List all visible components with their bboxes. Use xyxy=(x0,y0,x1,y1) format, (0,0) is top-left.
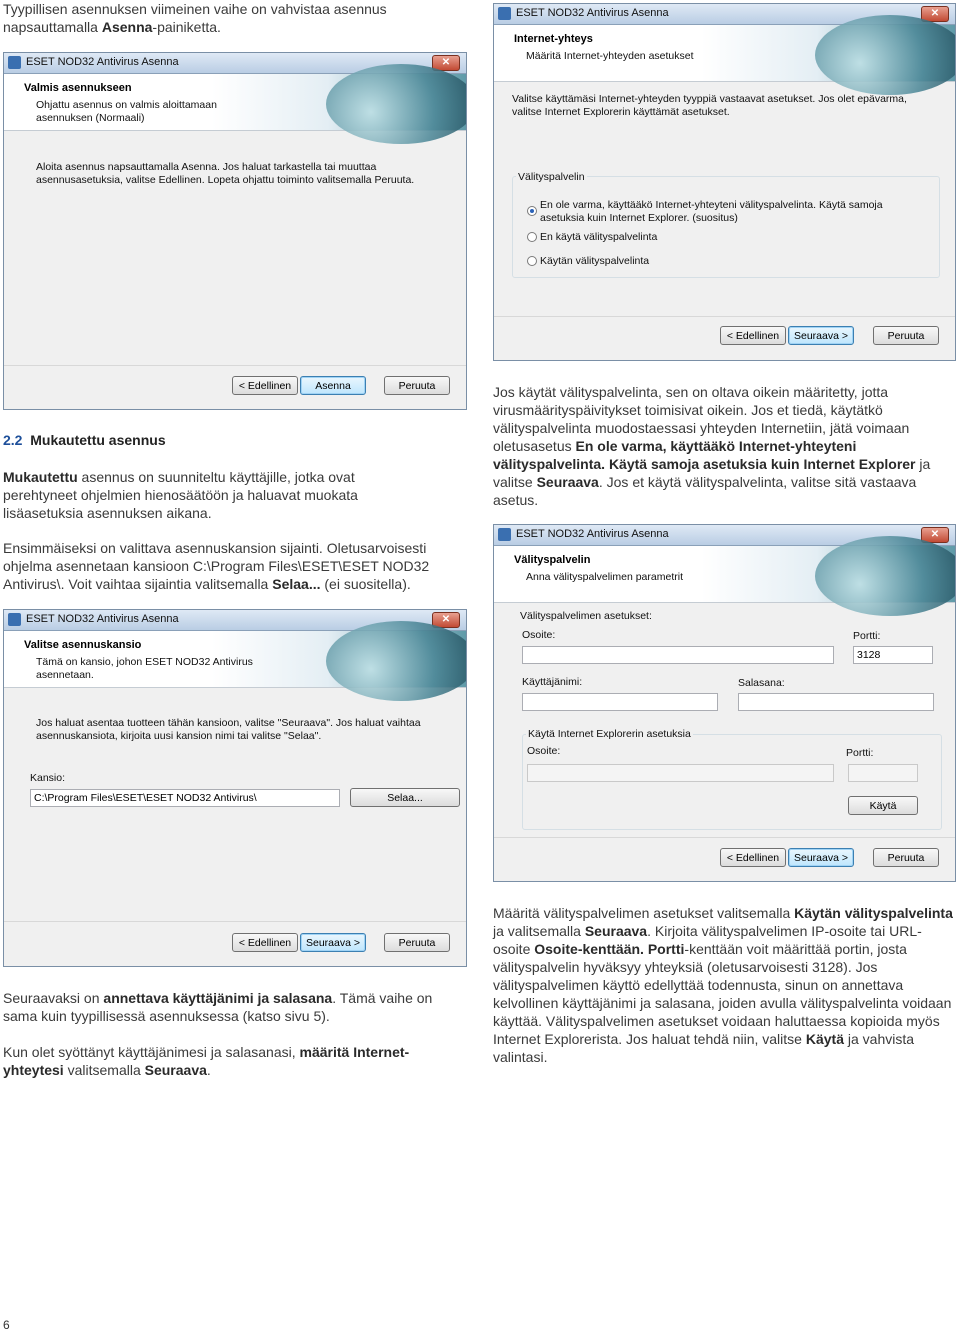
button-divider xyxy=(4,921,466,922)
password-label: Salasana: xyxy=(738,677,785,689)
port-input[interactable]: 3128 xyxy=(853,646,933,664)
cancel-button[interactable]: Peruuta xyxy=(873,326,939,345)
internet-connection-text: Kun olet syöttänyt käyttäjänimesi ja salasanasi, määritä Internet-yhteytesi valitsemalla Seuraava. xyxy=(3,1044,410,1078)
radio-not-sure-label[interactable]: En ole varma, käyttääkö Internet-yhteyteni välityspalvelinta. Käytä samoja asetuksia kuin Internet Explorer. (suositus) xyxy=(540,199,883,224)
dialog-banner xyxy=(494,25,955,82)
app-icon xyxy=(8,56,21,69)
ie-port-label: Portti: xyxy=(846,747,874,759)
close-icon[interactable]: ✕ xyxy=(432,612,460,628)
section-heading: 2.2 Mukautettu asennus xyxy=(3,432,166,448)
ie-address-field xyxy=(527,764,834,782)
ie-port-field xyxy=(848,764,918,782)
back-button[interactable]: < Edellinen xyxy=(232,376,298,395)
proxy-explanation-text: Jos käytät välityspalvelinta, sen on oltava oikein määritetty, jotta virusmäärityspäivitykset toimisivat oikein. Jos et tiedä, käytätkö välityspalvelinta muodostaessasi yhteyden Internetiin, jätä voimaan oletusasetus En ole varma, käyttääkö Internet-yhteyteni välityspalvelinta. Käytä samoja asetuksia kuin Internet Explorer ja valitse Seuraava. Jos et käytä välityspalvelinta, valitse sitä vastaava asetus. xyxy=(493,384,931,508)
dialog-banner xyxy=(4,631,466,688)
close-icon[interactable]: ✕ xyxy=(921,527,949,543)
cancel-button[interactable]: Peruuta xyxy=(873,848,939,867)
radio-use-proxy-label[interactable]: Käytän välityspalvelinta xyxy=(540,255,650,267)
browse-button[interactable]: Selaa... xyxy=(350,788,460,807)
dialog-heading: Välityspalvelin xyxy=(514,554,591,566)
window-title: ESET NOD32 Antivirus Asenna xyxy=(26,613,179,625)
button-divider xyxy=(494,316,955,317)
install-folder-dialog xyxy=(3,609,467,967)
intro-text: Tyypillisen asennuksen viimeinen vaihe on vahvistaa asennus napsauttamalla Asenna-painiketta. xyxy=(3,1,387,35)
proxy-settings-label: Välityspalvelimen asetukset: xyxy=(520,610,652,622)
ie-address-label: Osoite: xyxy=(527,745,561,757)
app-icon xyxy=(8,613,21,626)
back-button[interactable]: < Edellinen xyxy=(720,848,786,867)
window-title: ESET NOD32 Antivirus Asenna xyxy=(26,56,179,68)
dialog-body: Valitse käyttämäsi Internet-yhteyden tyyppiä vastaavat asetukset. Jos olet epävarma, valitse Internet Explorerin käyttämät asetukset. xyxy=(512,93,907,118)
cancel-button[interactable]: Peruuta xyxy=(384,933,450,952)
radio-no-proxy-label[interactable]: En käytä välityspalvelinta xyxy=(540,231,658,243)
username-label: Käyttäjänimi: xyxy=(522,676,583,688)
app-icon xyxy=(498,528,511,541)
next-button[interactable]: Seuraava > xyxy=(300,933,366,952)
dialog-banner xyxy=(494,546,955,603)
button-divider xyxy=(4,365,466,366)
internet-connection-dialog xyxy=(493,3,956,361)
eset-swoosh-icon xyxy=(326,64,467,144)
dialog-subtitle: Anna välityspalvelimen parametrit xyxy=(526,571,683,583)
eset-swoosh-icon xyxy=(815,536,956,616)
page-number: 6 xyxy=(3,1318,10,1332)
cancel-button[interactable]: Peruuta xyxy=(384,376,450,395)
back-button[interactable]: < Edellinen xyxy=(232,933,298,952)
folder-input[interactable]: C:\Program Files\ESET\ESET NOD32 Antivirus\ xyxy=(30,789,340,807)
username-input[interactable] xyxy=(522,693,718,711)
apply-button[interactable]: Käytä xyxy=(848,796,918,815)
proxy-group-label: Välityspalvelin xyxy=(518,171,585,183)
address-input[interactable] xyxy=(522,646,834,664)
radio-use-proxy[interactable] xyxy=(527,256,537,266)
dialog-banner xyxy=(4,74,466,131)
install-ready-dialog xyxy=(3,52,467,410)
ie-settings-label: Käytä Internet Explorerin asetuksia xyxy=(528,728,691,740)
app-icon xyxy=(498,7,511,20)
dialog-body: Aloita asennus napsauttamalla Asenna. Jos haluat tarkastella tai muuttaa asennusasetuksia, valitse Edellinen. Lopeta ohjattu toiminto valitsemalla Peruuta. xyxy=(36,161,415,186)
next-button[interactable]: Seuraava > xyxy=(788,848,854,867)
window-title: ESET NOD32 Antivirus Asenna xyxy=(516,528,669,540)
eset-swoosh-icon xyxy=(326,621,467,701)
dialog-body: Jos haluat asentaa tuotteen tähän kansioon, valitse "Seuraava". Jos haluat vaihtaa asennuskansiota, kirjoita uusi kansion nimi tai valitse "Selaa". xyxy=(36,717,421,742)
dialog-heading: Valmis asennukseen xyxy=(24,82,132,94)
proxy-settings-text: Määritä välityspalvelimen asetukset valitsemalla Käytän välityspalvelinta ja valitsemalla Seuraava. Kirjoita välityspalvelimen IP-osoite tai URL-osoite Osoite-kenttään. Portti-kenttään voit määrittää portin, josta välityspalvelin hyväksyy yhteyksiä (oletusarvoisesti 3128). Jos välityspalvelimen käyttö edellyttää todennusta, sinun on annettava kelvollinen käyttäjänimi ja salasana, joiden avulla välityspalvelinta voidaan käyttää. Välityspalvelimen asetukset voidaan haluttaessa kopioida myös Internet Explorerista. Jos haluat tehdä niin, valitse Käytä ja vahvista valintasi. xyxy=(493,905,953,1065)
radio-no-proxy[interactable] xyxy=(527,232,537,242)
dialog-heading: Internet-yhteys xyxy=(514,33,593,45)
back-button[interactable]: < Edellinen xyxy=(720,326,786,345)
dialog-subtitle: Ohjattu asennus on valmis aloittamaan asennuksen (Normaali) xyxy=(36,99,217,124)
username-text: Seuraavaksi on annettava käyttäjänimi ja salasana. Tämä vaihe on sama kuin tyypillisessä asennuksessa (katso sivu 5). xyxy=(3,990,433,1024)
address-label: Osoite: xyxy=(522,629,556,641)
button-divider xyxy=(494,837,955,838)
radio-not-sure[interactable] xyxy=(527,206,537,216)
close-icon[interactable]: ✕ xyxy=(921,6,949,22)
next-button[interactable]: Seuraava > xyxy=(788,326,854,345)
dialog-subtitle: Tämä on kansio, johon ESET NOD32 Antivirus asennetaan. xyxy=(36,656,253,681)
window-title: ESET NOD32 Antivirus Asenna xyxy=(516,7,669,19)
folder-location-text: Ensimmäiseksi on valittava asennuskansion sijainti. Oletusarvoisesti ohjelma asennetaan kansioon C:\Program Files\ESET\ESET NOD32 Antivirus\. Voit vaihtaa sijaintia valitsemalla Selaa... (ei suositella). xyxy=(3,540,430,592)
password-input[interactable] xyxy=(738,693,934,711)
port-label: Portti: xyxy=(853,630,881,642)
install-button[interactable]: Asenna xyxy=(300,376,366,395)
custom-install-text: Mukautettu asennus on suunniteltu käyttäjille, jotka ovat perehtyneet ohjelmien hienosäätöön ja haluavat muokata lisäasetuksia asennuksen aikana. xyxy=(3,469,358,521)
proxy-settings-dialog xyxy=(493,524,956,882)
close-icon[interactable]: ✕ xyxy=(432,55,460,71)
folder-label: Kansio: xyxy=(30,772,66,784)
dialog-subtitle: Määritä Internet-yhteyden asetukset xyxy=(526,50,694,62)
dialog-heading: Valitse asennuskansio xyxy=(24,639,142,651)
eset-swoosh-icon xyxy=(815,15,956,95)
